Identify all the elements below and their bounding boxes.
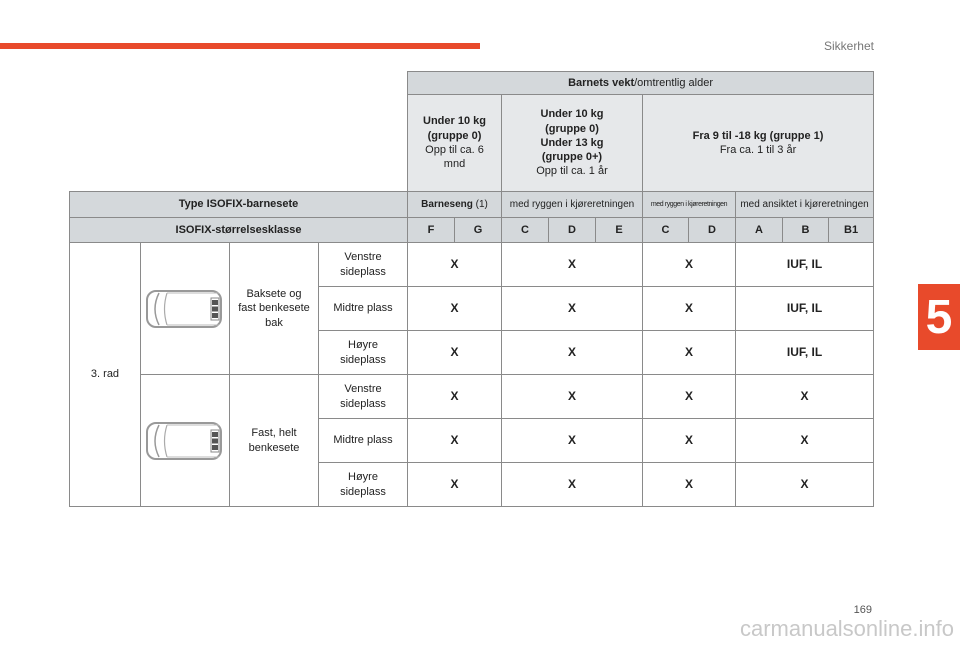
weight-group-line: Under 13 kg: [540, 136, 604, 149]
table-row: [70, 243, 874, 287]
compatibility-value: X: [736, 375, 874, 419]
compatibility-value: X: [408, 287, 502, 331]
size-class: E: [596, 218, 643, 243]
compatibility-value: X: [408, 419, 502, 463]
van-icon-cell: [141, 375, 230, 507]
header-accent-bar: [0, 43, 480, 49]
weight-group-line: (gruppe 0): [545, 122, 599, 135]
seat-type-line: fast benkesete: [238, 302, 310, 315]
compatibility-value: X: [643, 331, 736, 375]
weight-group-line: Fra 9 til -18 kg (gruppe 1): [692, 129, 824, 142]
weight-group-3: [643, 95, 874, 192]
van-top-view-icon: [145, 288, 225, 330]
size-class: C: [502, 218, 549, 243]
size-class: D: [549, 218, 596, 243]
weight-group-line: mnd: [443, 158, 466, 171]
size-class-label: ISOFIX-størrelsesklasse: [70, 218, 408, 243]
seat-type-line: bak: [265, 316, 283, 329]
seat-position-line: sideplass: [340, 353, 386, 366]
weight-header: Barnets vekt/omtrentlig alder: [408, 72, 874, 95]
seat-position-line: sideplass: [340, 485, 386, 498]
compatibility-value: X: [408, 243, 502, 287]
size-class: A: [736, 218, 783, 243]
table-row: [70, 375, 874, 419]
seat-position: [319, 243, 408, 287]
weight-group-line: Opp til ca. 1 år: [536, 165, 608, 178]
seat-position-line: sideplass: [340, 397, 386, 410]
compatibility-value: X: [502, 375, 643, 419]
seat-position: [319, 331, 408, 375]
weight-group-2: [502, 95, 643, 192]
size-class: B: [783, 218, 829, 243]
compatibility-value: IUF, IL: [736, 243, 874, 287]
compatibility-value: X: [502, 243, 643, 287]
seat-position: [319, 463, 408, 507]
compatibility-value: X: [502, 419, 643, 463]
type-label: Type ISOFIX-barnesete: [70, 192, 408, 218]
size-class: D: [689, 218, 736, 243]
weight-group-line: (gruppe 0+): [541, 151, 603, 164]
seat-position: [319, 287, 408, 331]
seat-type: [230, 375, 319, 507]
section-title: Sikkerhet: [823, 39, 874, 53]
compatibility-value: X: [643, 243, 736, 287]
van-icon-cell: [141, 243, 230, 375]
compatibility-value: IUF, IL: [736, 287, 874, 331]
compatibility-value: X: [502, 287, 643, 331]
weight-group-line: Under 10 kg: [540, 108, 604, 121]
seat-position-line: Høyre: [348, 339, 378, 352]
weight-group-line: Fra ca. 1 til 3 år: [719, 144, 797, 156]
compatibility-value: X: [643, 375, 736, 419]
seat-type-line: Fast, helt: [251, 427, 297, 440]
weight-group-line: Under 10 kg: [423, 115, 486, 128]
seat-position-line: Midtre plass: [333, 302, 393, 315]
compatibility-value: X: [643, 287, 736, 331]
weight-group-line: Opp til ca. 6: [425, 144, 484, 156]
size-class: B1: [829, 218, 874, 243]
type-value-3: med ryggen i kjøreretningen: [643, 192, 736, 218]
isofix-table: [69, 71, 874, 507]
size-class: G: [455, 218, 502, 243]
compatibility-value: X: [408, 331, 502, 375]
seat-position-line: Venstre: [344, 251, 382, 264]
seat-position-line: sideplass: [340, 265, 386, 278]
van-top-view-icon: [145, 420, 225, 462]
seat-position-line: Venstre: [344, 383, 382, 396]
compatibility-value: X: [408, 375, 502, 419]
seat-position-line: Midtre plass: [333, 434, 393, 447]
chapter-tab: 5: [918, 284, 960, 350]
compatibility-value: X: [736, 419, 874, 463]
compatibility-value: IUF, IL: [736, 331, 874, 375]
seat-type-line: Baksete og: [246, 288, 302, 301]
seat-position: [319, 375, 408, 419]
seat-position: [319, 419, 408, 463]
compatibility-value: X: [643, 419, 736, 463]
type-value-1: Barneseng (1): [408, 192, 502, 218]
size-class: C: [643, 218, 689, 243]
compatibility-value: X: [408, 463, 502, 507]
type-value-4: med ansiktet i kjøreretningen: [736, 192, 874, 218]
blank-cell: [70, 72, 408, 95]
weight-group-line: (gruppe 0): [427, 129, 482, 142]
seat-type-line: benkesete: [248, 441, 300, 454]
size-class: F: [408, 218, 455, 243]
seat-type: [230, 243, 319, 375]
row-label: 3. rad: [70, 243, 141, 507]
seat-position-line: Høyre: [348, 471, 378, 484]
compatibility-value: X: [502, 331, 643, 375]
weight-group-1: [408, 95, 502, 192]
compatibility-value: X: [502, 463, 643, 507]
page-number: 169: [853, 604, 872, 616]
type-value-2: med ryggen i kjøreretningen: [502, 192, 643, 218]
compatibility-value: X: [643, 463, 736, 507]
watermark: carmanualsonline.info: [739, 616, 954, 641]
blank-cell: [70, 95, 408, 192]
compatibility-value: X: [736, 463, 874, 507]
